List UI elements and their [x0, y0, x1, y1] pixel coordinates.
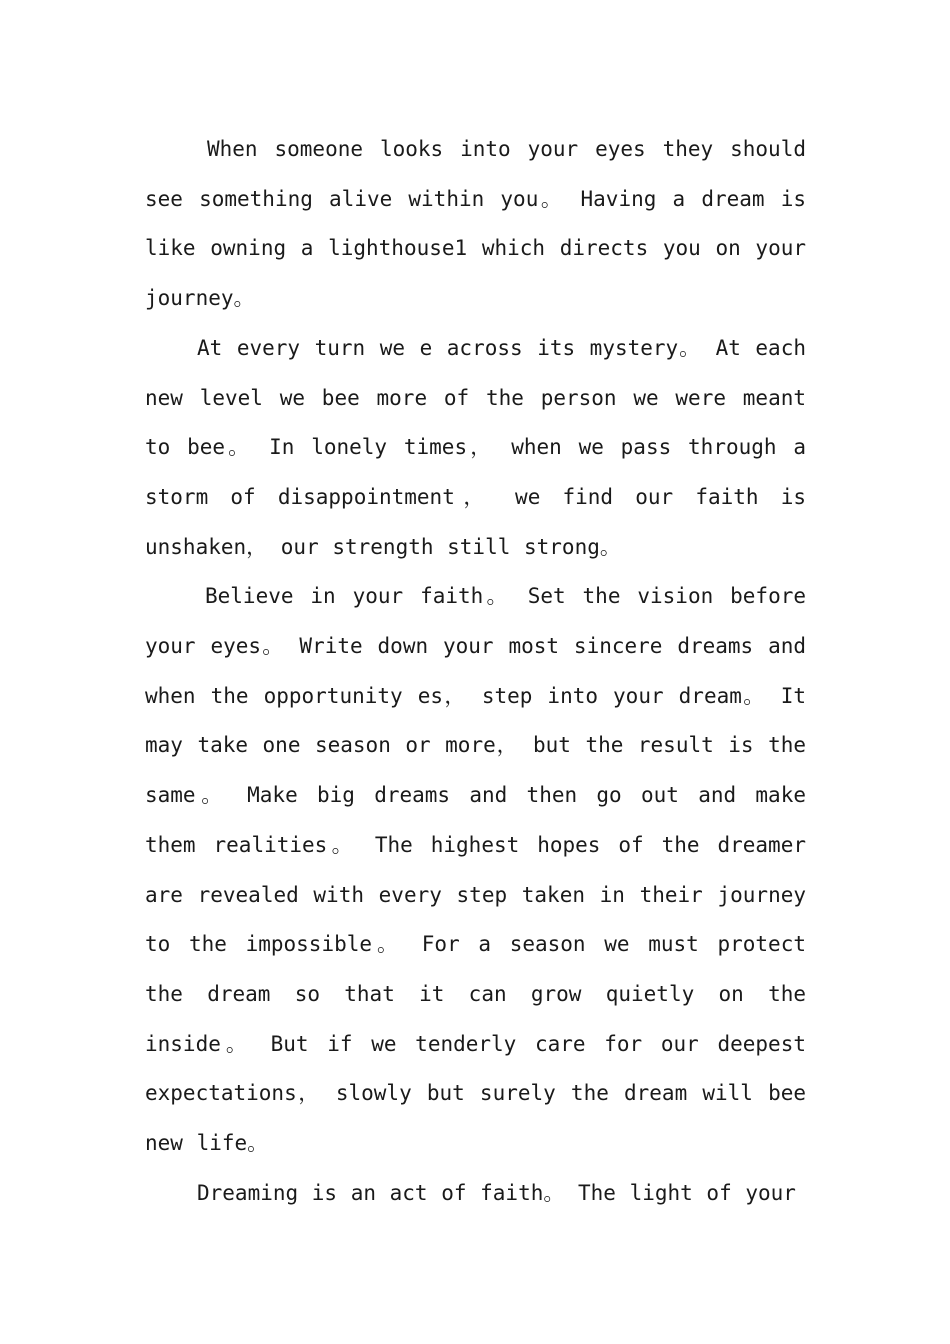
paragraph: Believe in your faith。 Set the vision before your eyes。 Write down your most sincere dreams and when the opportunity es， step into your dream。 It may take one season or more， but the result is the same。 Make big dreams and then go out and make them realities。 The highest hopes of the dreamer are revealed with every step taken in their journey to the impossible。 For a season we must protect the dream so that it can grow quietly on the inside。 But if we tenderly care for our deepest expectations， slowly but surely the dream will bee new life。	[145, 584, 806, 1156]
paragraph: At every turn we e across its mystery。 At each new level we bee more of the person we were meant to bee。 In lonely times， when we pass through a storm of disappointment， we find our faith is unshaken， our strength still strong。	[145, 335, 806, 559]
paragraph: Dreaming is an act of faith。 The light of your	[197, 1180, 796, 1205]
paragraph: When someone looks into your eyes they should see something alive within you。 Having a dream is like owning a lighthouse1 which directs you on your journey。	[145, 137, 806, 311]
document-body	[145, 125, 806, 1218]
